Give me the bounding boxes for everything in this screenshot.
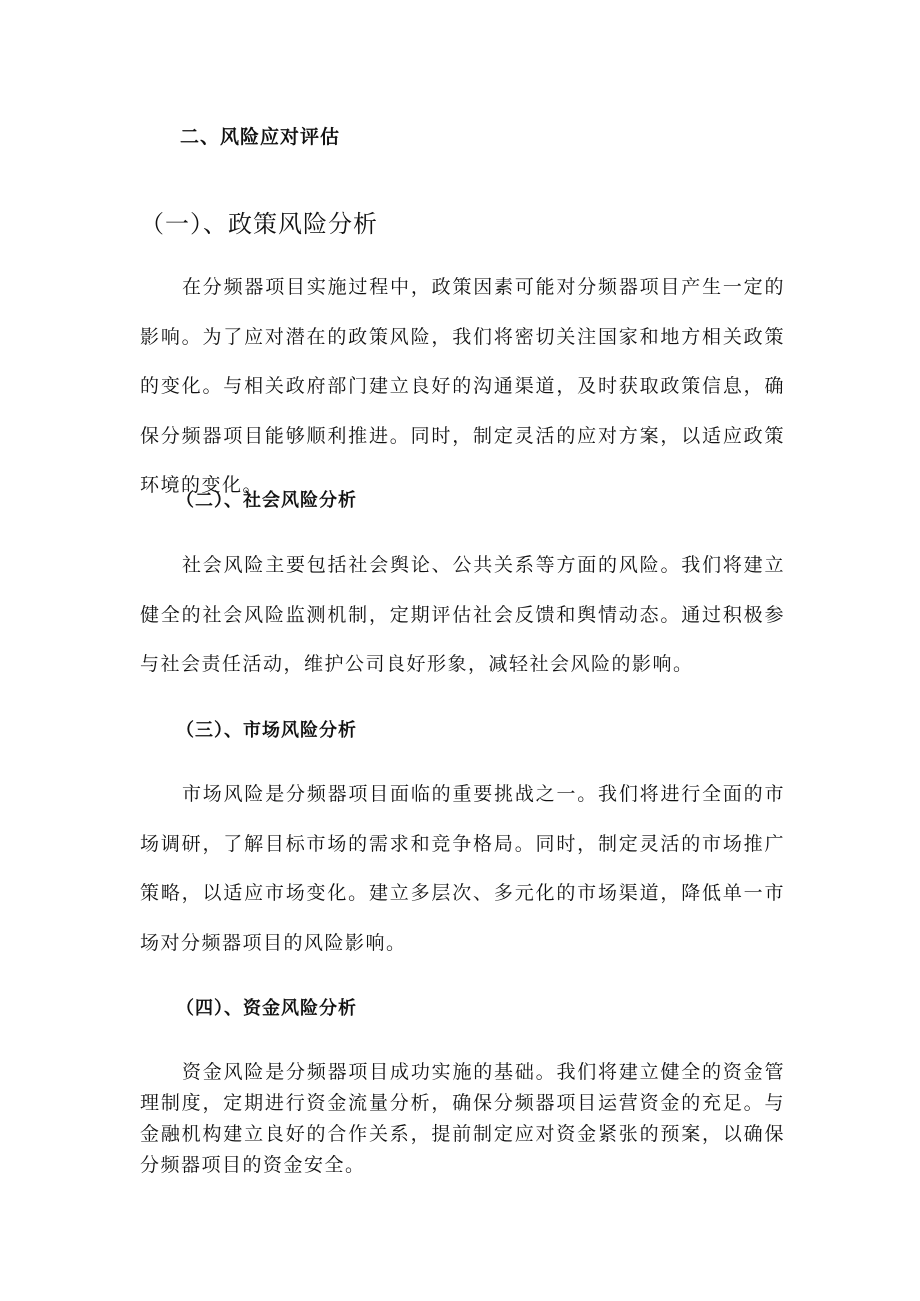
policy-risk-heading: （一）、政策风险分析 [140, 210, 378, 238]
social-risk-heading: （二）、社会风险分析 [176, 490, 357, 511]
section-title: 二、风险应对评估 [180, 126, 341, 148]
funding-risk-heading: （四）、资金风险分析 [176, 998, 357, 1019]
policy-risk-paragraph: 在分频器项目实施过程中，政策因素可能对分频器项目产生一定的影响。为了应对潜在的政策风险，我们将密切关注国家和地方相关政策的变化。与相关政府部门建立良好的沟通渠道，及时获取政策信息，确保分频器项目能够顺利推进。同时，制定灵活的应对方案，以适应政策环境的变化。 [140, 276, 785, 496]
market-risk-paragraph: 市场风险是分频器项目面临的重要挑战之一。我们将进行全面的市场调研，了解目标市场的需求和竞争格局。同时，制定灵活的市场推广策略，以适应市场变化。建立多层次、多元化的市场渠道，降低单一市场对分频器项目的风险影响。 [140, 783, 785, 954]
market-risk-heading: （三）、市场风险分析 [176, 720, 357, 741]
social-risk-paragraph: 社会风险主要包括社会舆论、公共关系等方面的风险。我们将建立健全的社会风险监测机制，定期评估社会反馈和舆情动态。通过积极参与社会责任活动，维护公司良好形象，减轻社会风险的影响。 [140, 554, 785, 675]
funding-risk-paragraph: 资金风险是分频器项目成功实施的基础。我们将建立健全的资金管理制度，定期进行资金流量分析，确保分频器项目运营资金的充足。与金融机构建立良好的合作关系，提前制定应对资金紧张的预案，以确保分频器项目的资金安全。 [140, 1061, 785, 1176]
